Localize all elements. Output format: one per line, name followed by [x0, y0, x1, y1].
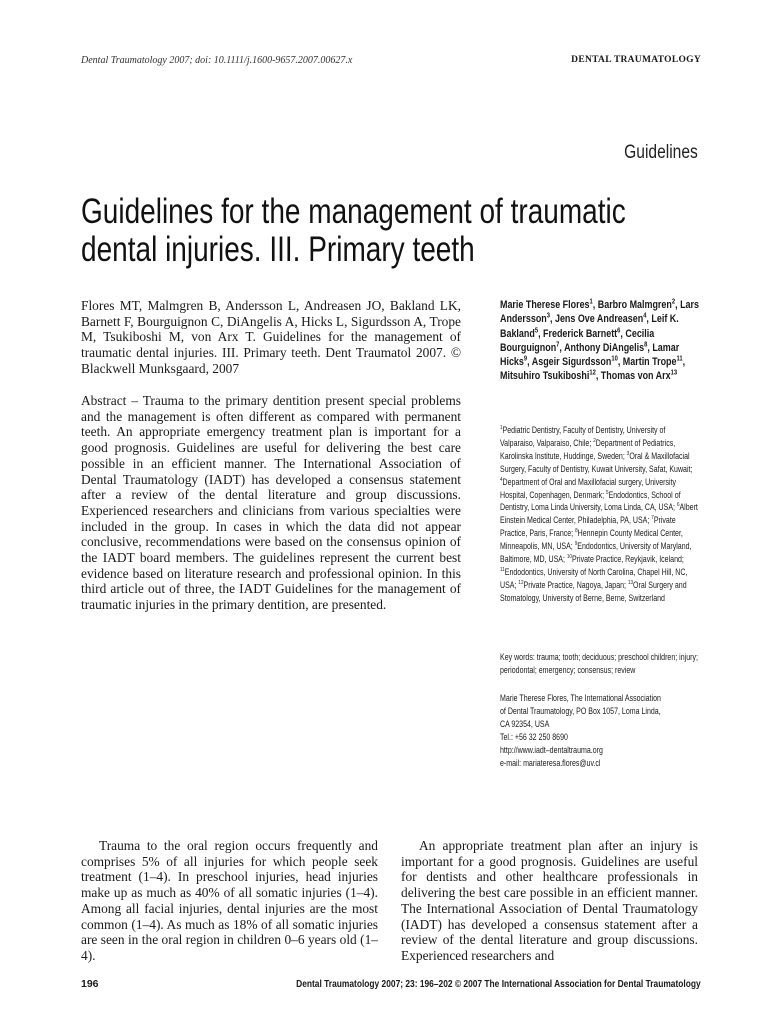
- affiliation-text: Oral & Maxillofacial Surgery, Faculty of Dentistry, Kuwait University, Safat, Kuwait;: [500, 450, 693, 474]
- author-affiliation-number: 10: [611, 353, 618, 363]
- title-line-1: Guidelines for the management of traumatic: [81, 192, 626, 231]
- body-text-left: Trauma to the oral region occurs frequently and comprises 5% of all injuries for which people seek treatment (1–4). In preschool injuries, head injuries make up as much as 40% of all somatic injuries (1–4). Among all facial injuries, dental injuries are the most common (1–4). As much as 18% of all somatic injuries are seen in the oral region in children 0–6 years old (1–4).: [81, 838, 378, 963]
- affiliation-number: 12: [518, 579, 524, 586]
- affiliation-number: 11: [500, 567, 505, 574]
- author-affiliation-number: 12: [589, 367, 596, 377]
- affiliation-text: Private Practice, Paris, France;: [500, 515, 676, 539]
- abstract: Abstract – Trauma to the primary dentition present special problems and the management is often different as compared with permanent teeth. An appropriate emergency treatment plan is important for a good prognosis. Guidelines are useful for delivering the best care possible in an efficient manner. The International Association of Dental Traumatology (IADT) has developed a consensus statement after a review of the dental literature and group discussions. Experienced researchers and clinicians from various specialties were included in the group. In cases in which the data did not appear conclusive, recommendations were based on the consensus opinion of the IADT board members. The guidelines represent the current best evidence based on literature research and professional opinion. In this third article out of three, the IADT Guidelines for the management of traumatic injuries in the primary dentition, are presented.: [81, 393, 461, 613]
- correspondence-line: of Dental Traumatology, PO Box 1057, Loma Linda,: [500, 705, 661, 716]
- affiliation-text: Endodontics, University of North Carolina, Chapel Hill, NC, USA;: [500, 566, 688, 590]
- affiliation-text: Oral Surgery and Stomatology, University of Berne, Berne, Switzerland: [500, 579, 687, 603]
- affiliation-text: Endodontics, School of Dentistry, Loma Linda University, Loma Linda, CA, USA;: [500, 489, 681, 513]
- affiliation-text: Albert Einstein Medical Center, Philadelphia, PA, USA;: [500, 502, 698, 526]
- journal-name: DENTAL TRAUMATOLOGY: [571, 55, 701, 65]
- affiliation-number: 9: [574, 541, 578, 548]
- affiliation-text: Department of Pediatrics, Karolinska Institute, Huddinge, Sweden;: [500, 437, 676, 461]
- author-name: Anthony DiAngelis: [564, 341, 645, 354]
- citation-block: Flores MT, Malmgren B, Andersson L, Andreasen JO, Bakland LK, Barnett F, Bourguignon C, DiAngelis A, Hicks L, Sigurdsson A, Trope M, Tsukiboshi M, von Arx T. Guidelines for the management of traumatic dental injuries. III. Primary teeth. Dent Traumatol 2007. © Blackwell Munksgaard, 2007: [81, 298, 461, 376]
- author-affiliation-number: 8: [644, 339, 648, 349]
- correspondence: [500, 692, 700, 769]
- page-number: 196: [81, 978, 99, 990]
- affiliation-number: 7: [651, 515, 654, 522]
- affiliation-number: 13: [627, 579, 634, 586]
- affiliation-number: 3: [626, 450, 630, 457]
- affiliation-text: Private Practice, Nagoya, Japan;: [523, 579, 626, 590]
- article-title: [81, 193, 673, 269]
- correspondence-line: Marie Therese Flores, The International Association: [500, 693, 661, 703]
- author-affiliation-number: 4: [643, 310, 647, 320]
- author-name: Martin Trope: [622, 356, 677, 369]
- author-name: Leif K. Bakland: [500, 313, 679, 340]
- author-affiliation-number: 7: [556, 339, 560, 349]
- author-name: Jens Ove Andreasen: [554, 313, 644, 326]
- author-name: Barbro Malmgren: [597, 299, 672, 311]
- affiliation-number: 8: [575, 528, 578, 535]
- affiliation-number: 2: [593, 437, 596, 444]
- footer-citation: Dental Traumatology 2007; 23: 196–202 © 2007 The International Association for Dental Traumatology: [296, 978, 701, 990]
- author-name: Asgeir Sigurdsson: [531, 356, 612, 369]
- affiliation-text: Private Practice, Reykjavik, Iceland;: [571, 554, 684, 565]
- author-affiliation-number: 11: [676, 353, 683, 363]
- affiliation-text: Endodontics, University of Maryland, Baltimore, MD, USA;: [500, 541, 692, 565]
- author-affiliation-number: 3: [546, 310, 550, 320]
- correspondence-email[interactable]: e-mail: mariateresa.flores@uv.cl: [500, 757, 601, 768]
- affiliation-number: 6: [676, 502, 680, 509]
- affiliation-number: 10: [566, 554, 572, 561]
- title-line-2: dental injuries. III. Primary teeth: [81, 230, 475, 269]
- affiliation-text: Hennepin County Medical Center, Minneapolis, MN, USA;: [500, 528, 683, 552]
- affiliation-number: 4: [500, 476, 503, 483]
- author-name: Frederick Barnett: [543, 327, 618, 340]
- author-name: Lars Andersson: [500, 299, 699, 326]
- affiliation-text: Department of Oral and Maxillofacial surgery, University Hospital, Copenhagen, Denmark;: [500, 476, 677, 500]
- author-name: Mitsuhiro Tsukiboshi: [500, 370, 590, 383]
- author-name: Lamar Hicks: [500, 341, 680, 369]
- author-affiliation-number: 5: [534, 324, 539, 334]
- affiliation-text: Pediatric Dentistry, Faculty of Dentistry, University of Valparaiso, Valparaiso, Chile;: [500, 425, 666, 448]
- author-affiliation-number: 6: [617, 324, 621, 334]
- author-name: Marie Therese Flores: [500, 299, 590, 311]
- author-name: Cecilia Bourguignon: [500, 327, 655, 354]
- author-name: Thomas von Arx: [600, 370, 671, 383]
- affiliation-number: 5: [606, 489, 609, 496]
- author-list: Marie Therese Flores$^1$, Barbro Malmgren$^2$, Lars Andersson$^3$, Jens Ove Andreasen$^4$, Leif K. Bakland$^5$, Frederick Barnett$^6$, Cecilia Bourguignon$^7$, Anthony DiAngelis$^8$, Lamar Hicks$^9$, Asgeir Sigurdsson$^{10}$, Martin Trope$^{11}$, Mitsuhiro Tsukiboshi$^{12}$, Thomas von Arx$^{13}$: [500, 296, 699, 383]
- correspondence-tel: Tel.: +56 32 250 8690: [500, 731, 568, 742]
- author-affiliation-number: 13: [670, 367, 678, 377]
- page-footer: [81, 978, 701, 992]
- author-affiliation-number: 9: [523, 353, 528, 363]
- body-text-right: An appropriate treatment plan after an injury is important for a good prognosis. Guidelines are useful for dentists and other healthcare professionals in delivering the best care possible in an efficient manner. The International Association of Dental Traumatology (IADT) has developed a consensus statement after a review of the dental literature and group discussions. Experienced researchers and: [401, 838, 698, 963]
- author-affiliation-number: 1: [589, 296, 593, 306]
- correspondence-url[interactable]: http://www.iadt–dentaltrauma.org: [500, 744, 603, 755]
- keywords: Key words: trauma; tooth; deciduous; preschool children; injury; periodontal; emergency; consensus; review: [500, 652, 698, 675]
- section-label: Guidelines: [624, 142, 698, 163]
- journal-citation: Dental Traumatology 2007; doi: 10.1111/j.1600-9657.2007.00627.x: [81, 55, 353, 66]
- affiliations: [500, 424, 700, 605]
- affiliation-number: 1: [500, 425, 503, 432]
- author-affiliation-number: 2: [671, 296, 676, 306]
- author-block: [500, 296, 700, 603]
- correspondence-line: CA 92354, USA: [500, 718, 550, 729]
- running-head: [81, 55, 701, 71]
